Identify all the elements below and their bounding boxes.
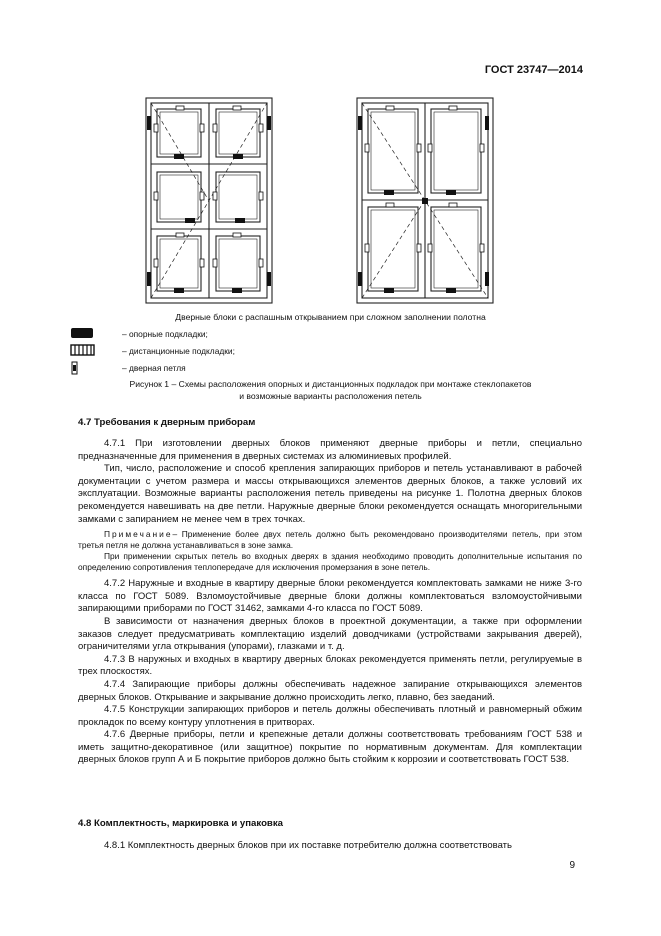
paragraph-4-7-2: 4.7.2 Наружные и входные в квартиру дверные блоки рекомендуется комплектовать замками не ниже 3-го класса по ГОСТ 5089. Взломоустойчивые дверные блоки должны комплектоваться взломоустойчивыми запирающими приборами по ГОСТ 31462, замками 4-го класса по ГОСТ 5089. <box>78 578 582 615</box>
page-number: 9 <box>569 860 575 871</box>
paragraph-4-7-5: 4.7.5 Конструкции запирающих приборов и петель должны обеспечивать плотный и равномерный обжим прокладок по всему контуру уплотнения в притворах. <box>78 704 582 728</box>
door-blocks-figure <box>140 94 520 310</box>
legend-label: – опорные подкладки; <box>122 329 208 339</box>
paragraph-4-8-1: 4.8.1 Комплектность дверных блоков при их поставке потребителю должна соответствовать <box>104 840 512 851</box>
note-label: Примечание <box>104 529 173 540</box>
section-4-8-body <box>78 840 582 853</box>
gost-header: ГОСТ 23747—2014 <box>484 64 583 76</box>
note <box>78 529 582 573</box>
paragraph-4-7-6: 4.7.6 Дверные приборы, петли и крепежные детали должны соответствовать требованиям ГОСТ 538 и иметь защитно-декоративное (или защитное) покрытие по нормативным документам. Для комплектации дверных блоков групп А и Б покрытие приборов должно быть стойким к коррозии и соответствовать ГОСТ 538. <box>78 729 582 766</box>
figure-caption-line2: и возможные варианты расположения петель <box>239 391 422 401</box>
note-text-1: – Применение более двух петель должно быть рекомендовано производителями петель, при этом третья петля не должна устанавливаться в зоне замка. <box>78 529 582 551</box>
figure-subtitle: Дверные блоки с распашным открыванием при сложном заполнении полотна <box>175 312 486 322</box>
paragraph-4-7-4: 4.7.4 Запирающие приборы должны обеспечивать надежное запирание открывающихся элементов дверных блоков. Открывание и закрывание должно происходить легко, плавно, без заеданий. <box>78 678 582 703</box>
figure-caption-line1: Рисунок 1 – Схемы расположения опорных и дистанционных подкладок при монтаже стеклопакетов <box>129 379 532 389</box>
spacer-pad-icon <box>70 344 96 356</box>
paragraph-4-7-2-cont: В зависимости от назначения дверных блоков в проектной документации, а также при оформлении заказов следует предусматривать комплектацию изделий доводчиками (устройствами закрывания дверей), ограничителями угла открывания (упорами), глазками и т. д. <box>78 615 582 653</box>
legend-label: – дистанционные подкладки; <box>122 346 235 356</box>
note-text-2: При применении скрытых петель во входных дверях в здания необходимо проводить дополнительные испытания по определению сопротивления теплопередаче для исключения промерзания в зоне петель. <box>78 551 582 573</box>
support-pad-icon <box>70 327 94 339</box>
section-4-8-title: 4.8 Комплектность, маркировка и упаковка <box>78 818 283 829</box>
door-hinge-icon <box>70 361 96 375</box>
paragraph-4-7-1-cont: Тип, число, расположение и способ крепления запирающих приборов и петель устанавливают в рабочей документации с учетом размера и массы открывающихся элементов дверных блоков, а также условий их эксплуатации. Возможные варианты расположения петель приведены на рисунке 1. Полотна дверных блоков рекомендуется навешивать на две петли. Наружные дверные блоки рекомендуется оснащать многоригельными замками с запиранием не менее чем в трех точках. <box>78 463 582 525</box>
paragraph-4-7-3: 4.7.3 В наружных и входных в квартиру дверных блоках рекомендуется применять петли, регулируемые в трех плоскостях. <box>78 653 582 678</box>
section-4-7-title: 4.7 Требования к дверным приборам <box>78 417 256 428</box>
paragraph-4-7-1: 4.7.1 При изготовлении дверных блоков применяют дверные приборы и петли, специально предназначенные для применения в дверных системах из алюминиевых профилей. <box>78 438 582 462</box>
legend-label: – дверная петля <box>122 363 186 373</box>
left-door-scheme <box>146 98 272 303</box>
section-4-7-body <box>78 438 582 767</box>
